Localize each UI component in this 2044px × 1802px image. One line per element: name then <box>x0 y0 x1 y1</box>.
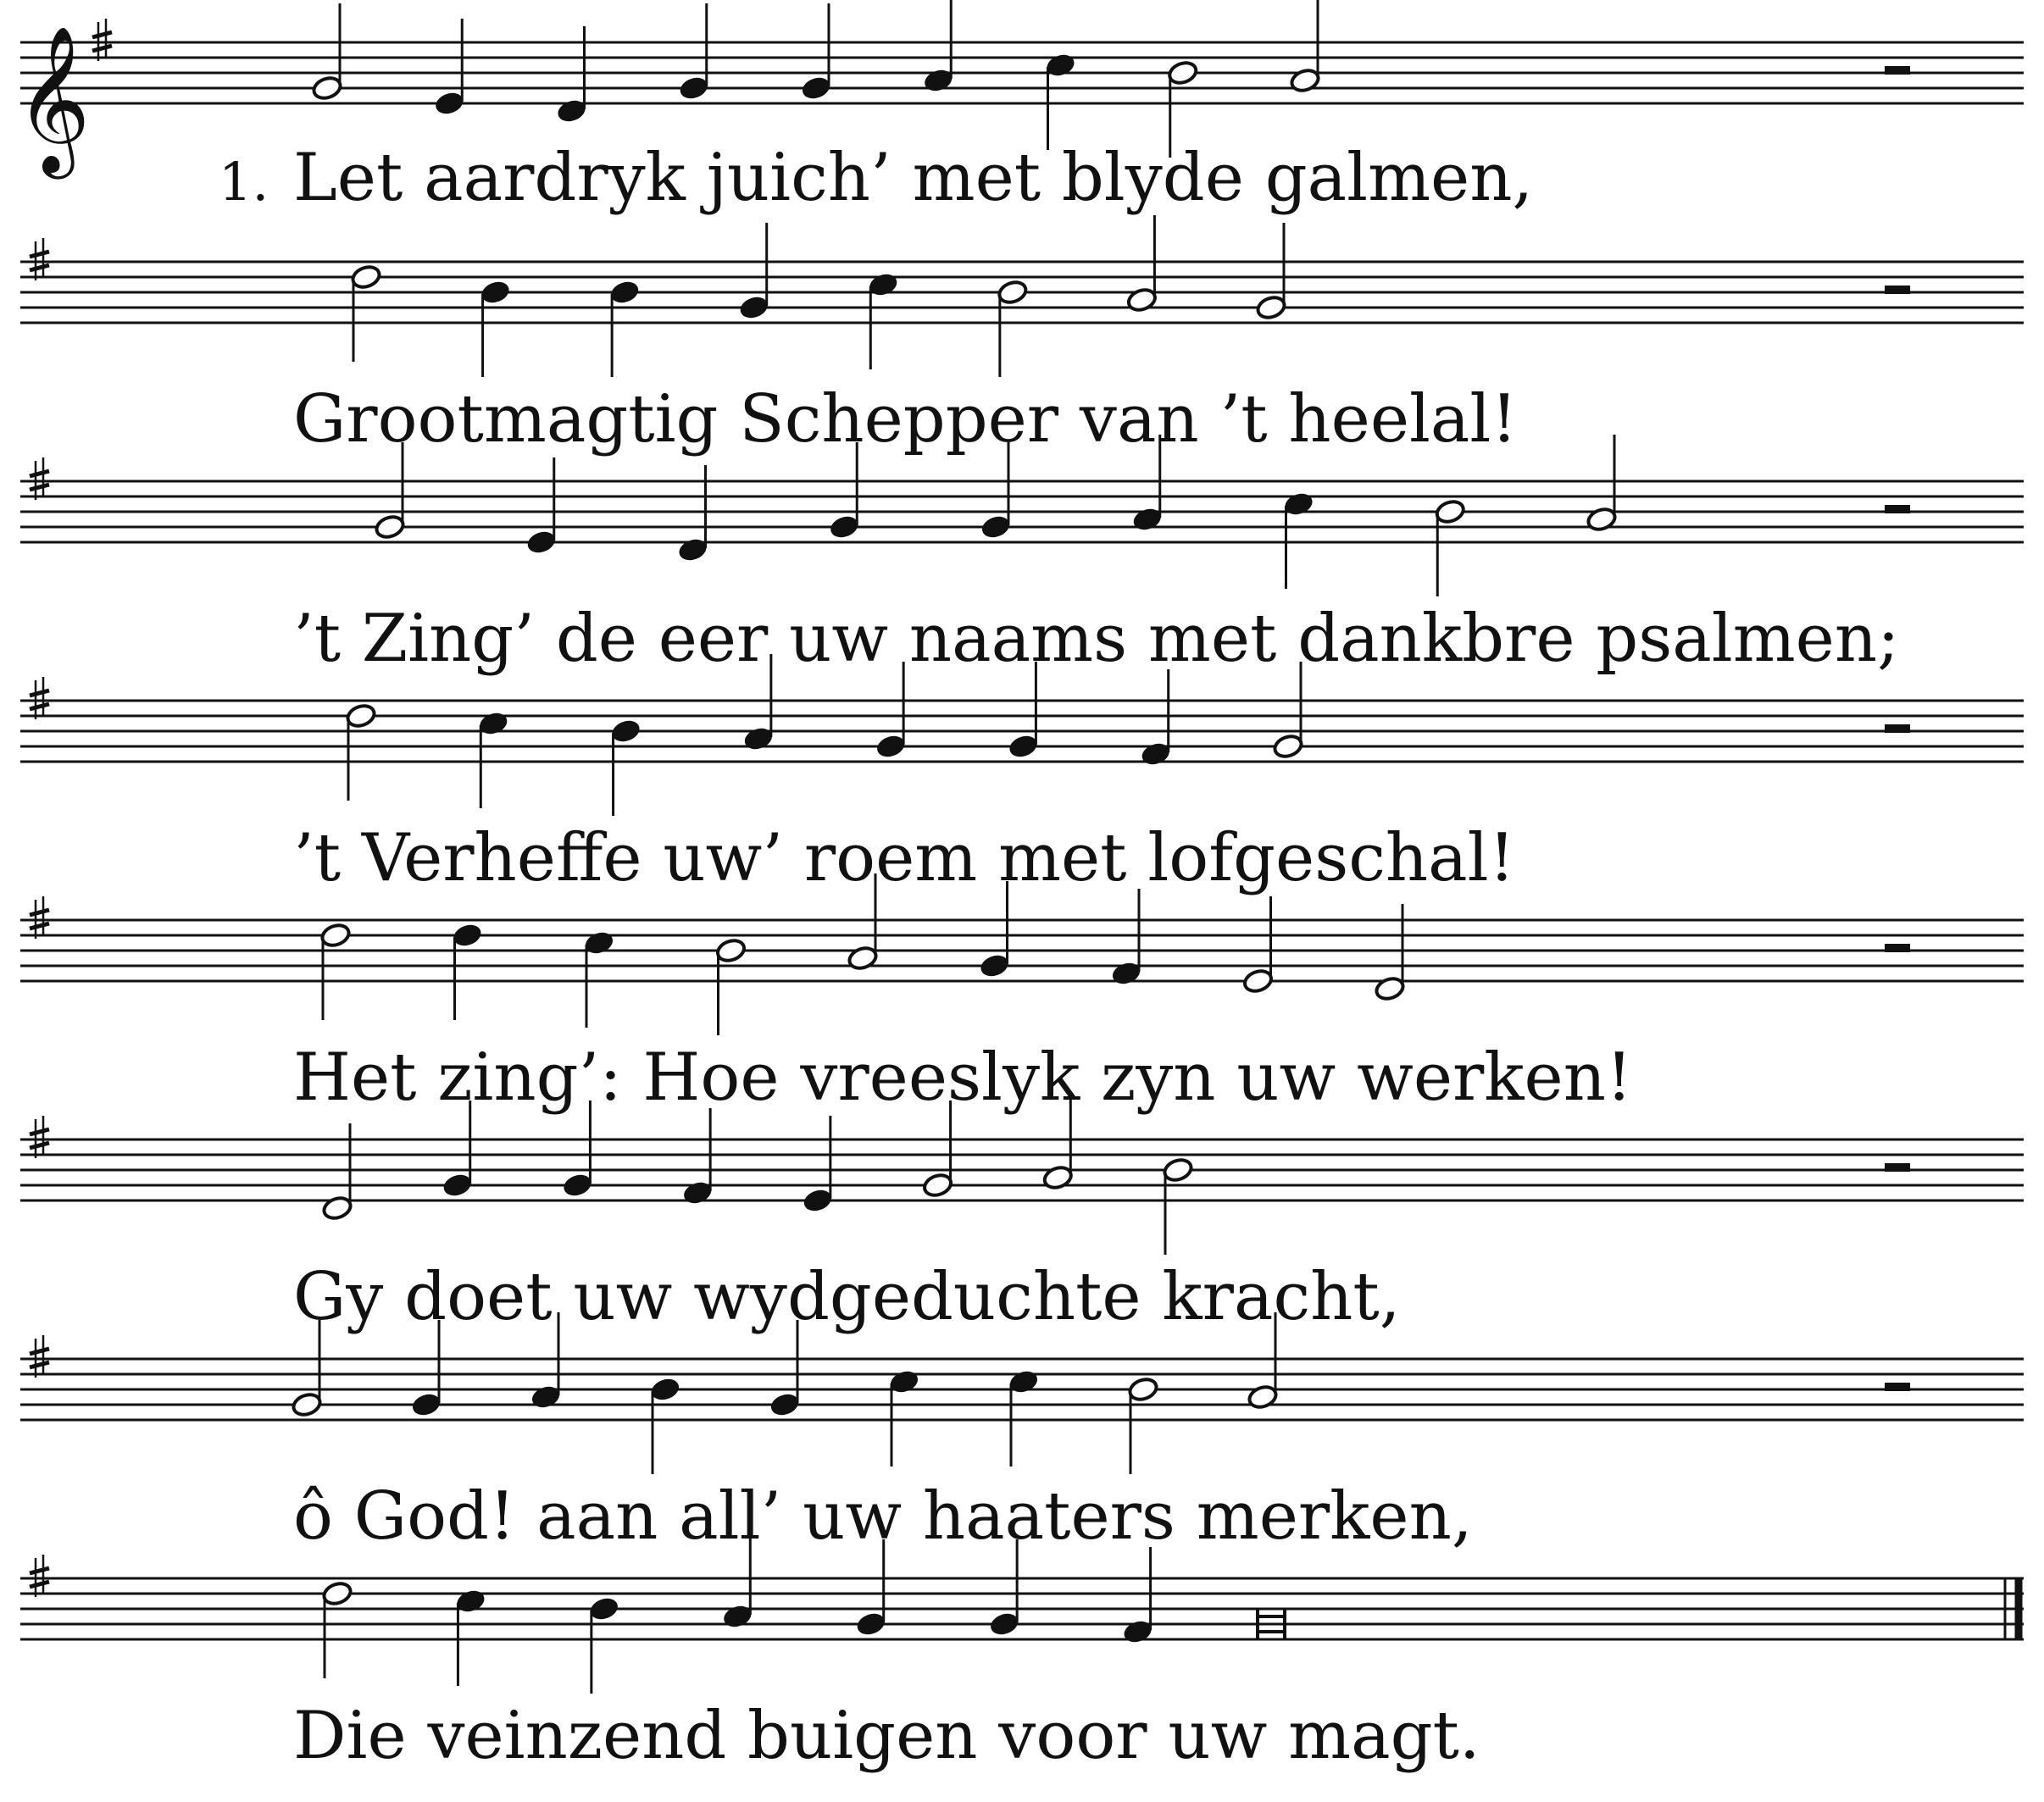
quarter-note <box>888 1368 920 1467</box>
quarter-note <box>455 1588 487 1686</box>
half-note <box>1289 0 1321 94</box>
quarter-note <box>802 1116 834 1214</box>
quarter-note <box>583 929 615 1028</box>
staff-system <box>15 0 2024 216</box>
quarter-note <box>681 1108 714 1206</box>
half-note <box>1586 435 1618 533</box>
rest-icon <box>1885 1163 1910 1172</box>
half-note <box>1242 896 1275 995</box>
lyric-line: ’t Verheffe uw’ roem met lofgeschal! <box>293 820 1515 896</box>
staff-system <box>20 654 2024 896</box>
quarter-note <box>677 465 709 563</box>
key-signature-sharp-icon <box>30 1335 49 1378</box>
quarter-note <box>800 3 832 102</box>
half-note <box>1127 1376 1159 1474</box>
key-signature-sharp-icon <box>30 238 49 280</box>
half-note <box>715 937 747 1035</box>
quarter-note <box>588 1595 620 1694</box>
staff-system <box>20 1093 2024 1335</box>
quarter-note <box>738 223 770 321</box>
quarter-note <box>477 710 509 808</box>
quarter-note <box>525 457 558 556</box>
key-signature-sharp-icon <box>30 457 49 500</box>
quarter-note <box>678 3 710 102</box>
quarter-note <box>433 19 465 117</box>
half-note <box>1162 1156 1194 1255</box>
lyric-line: ’t Zing’ de eer uw naams met dankbre psalmen; <box>293 601 1900 677</box>
staff-system <box>20 1532 2024 1774</box>
quarter-note <box>649 1376 681 1474</box>
key-signature-sharp-icon <box>92 19 112 61</box>
rest-icon <box>1885 286 1910 294</box>
quarter-note <box>452 922 484 1020</box>
half-note <box>1434 498 1466 596</box>
quarter-note <box>1283 491 1315 589</box>
staff-system <box>20 215 2024 457</box>
key-signature-sharp-icon <box>30 896 49 939</box>
half-note <box>997 279 1029 377</box>
half-note <box>1255 223 1287 321</box>
rest-icon <box>1885 944 1910 952</box>
staff-system <box>20 873 2024 1116</box>
key-signature-sharp-icon <box>30 1555 49 1597</box>
half-note <box>1374 904 1406 1002</box>
quarter-note <box>1122 1547 1154 1645</box>
lyric-line: Gy doet uw wydgeduchte kracht, <box>293 1259 1401 1335</box>
half-note <box>350 263 382 362</box>
quarter-note <box>480 279 512 377</box>
quarter-note <box>922 0 954 94</box>
lyric-line: ô God! aan all’ uw haaters merken, <box>293 1478 1473 1555</box>
half-note <box>311 3 343 102</box>
half-note <box>321 1580 353 1678</box>
rest-icon <box>1885 66 1910 75</box>
quarter-note <box>1008 1368 1040 1467</box>
verse-number: 1. <box>219 151 269 213</box>
rest-icon <box>1885 505 1910 513</box>
lyric-line: Let aardryk juich’ met blyde galmen, <box>293 140 1534 216</box>
quarter-note <box>1045 52 1077 150</box>
quarter-note <box>1140 669 1172 768</box>
lyric-line: Die veinzend buigen voor uw magt. <box>293 1698 1480 1774</box>
rest-icon <box>1885 724 1910 733</box>
half-note <box>319 922 352 1020</box>
lyric-line: Grootmagtig Schepper van ’t heelal! <box>293 381 1518 457</box>
staff-system <box>20 435 2024 677</box>
quarter-note <box>556 26 588 125</box>
treble-clef-icon: 𝄞 <box>15 25 91 173</box>
quarter-note <box>608 279 641 377</box>
quarter-note <box>1110 889 1142 987</box>
half-note <box>345 702 377 801</box>
lyric-line: Het zing’: Hoe vreeslyk zyn uw werken! <box>293 1040 1633 1116</box>
staff-system <box>20 1312 2024 1555</box>
key-signature-sharp-icon <box>30 1116 49 1158</box>
quarter-note <box>867 271 899 369</box>
rest-icon <box>1885 1383 1910 1391</box>
half-note <box>1126 215 1158 313</box>
quarter-note <box>610 718 642 816</box>
half-note <box>321 1123 353 1222</box>
key-signature-sharp-icon <box>30 677 49 719</box>
